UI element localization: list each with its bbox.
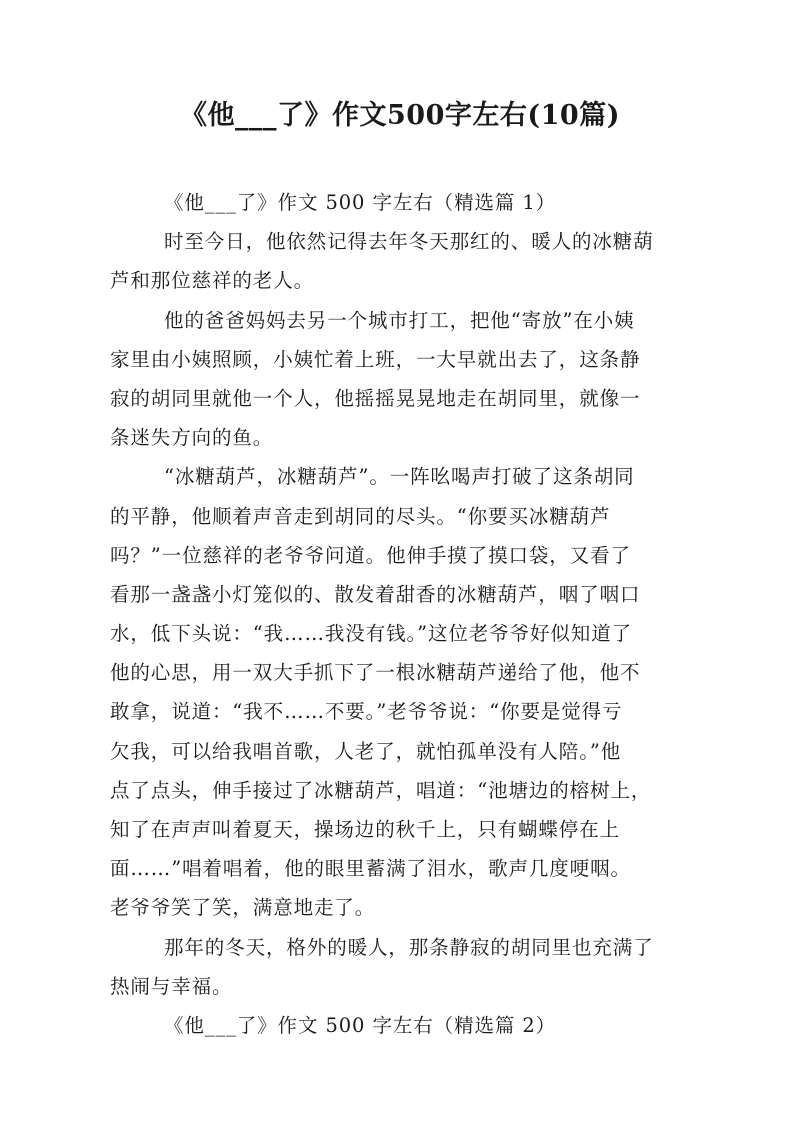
text-line: 时至今日，他依然记得去年冬天那红的、暖人的冰糖葫 [164, 230, 654, 254]
text-line: 《他___了》作文 500 字左右（精选篇 1） [164, 191, 557, 214]
document-body [110, 183, 694, 1045]
text-line: 水，低下头说：“我……我没有钱。”这位老爷爷好似知道了 [110, 622, 632, 646]
text-line: “冰糖葫芦，冰糖葫芦”。一阵吆喝声打破了这条胡同 [164, 465, 635, 489]
text-line: 敢拿，说道：“我不……不要。”老爷爷说：“你要是觉得亏 [110, 700, 623, 724]
text-line: 热闹与幸福。 [110, 974, 233, 998]
text-line: 老爷爷笑了笑，满意地走了。 [110, 896, 376, 920]
text-line: 他的心思，用一双大手抓下了一根冰糖葫芦递给了他，他不 [110, 661, 641, 685]
text-line: 吗？”一位慈祥的老爷爷问道。他伸手摸了摸口袋，又看了 [110, 543, 631, 567]
text-line: 点了点头，伸手接过了冰糖葫芦，唱道：“池塘边的榕树上， [110, 778, 652, 802]
text-line: 看那一盏盏小灯笼似的、散发着甜香的冰糖葫芦，咽了咽口 [110, 582, 641, 606]
text-line: 面……”唱着唱着，他的眼里蓄满了泪水，歌声几度哽咽。 [110, 857, 631, 881]
text-line: 欠我，可以给我唱首歌，人老了，就怕孤单没有人陪。”他 [110, 739, 622, 763]
text-line: 《他___了》作文 500 字左右（精选篇 2） [164, 1013, 557, 1037]
text-line: 的平静，他顺着声音走到胡同的尽头。“你要买冰糖葫芦 [110, 504, 611, 528]
text-line: 条迷失方向的鱼。 [110, 426, 274, 450]
text-line: 家里由小姨照顾，小姨忙着上班，一大早就出去了，这条静 [110, 347, 641, 371]
text-line: 知了在声声叫着夏天，操场边的秋千上，只有蝴蝶停在上 [110, 818, 621, 841]
text-line: 芦和那位慈祥的老人。 [110, 269, 315, 293]
text-line: 那年的冬天，格外的暖人，那条静寂的胡同里也充满了 [164, 935, 654, 959]
text-line: 寂的胡同里就他一个人，他摇摇晃晃地走在胡同里，就像一 [110, 386, 641, 410]
text-line: 他的爸爸妈妈去另一个城市打工，把他“寄放”在小姨 [164, 308, 635, 332]
document-title: 《他___了》作文500字左右(10篇) [180, 100, 620, 131]
